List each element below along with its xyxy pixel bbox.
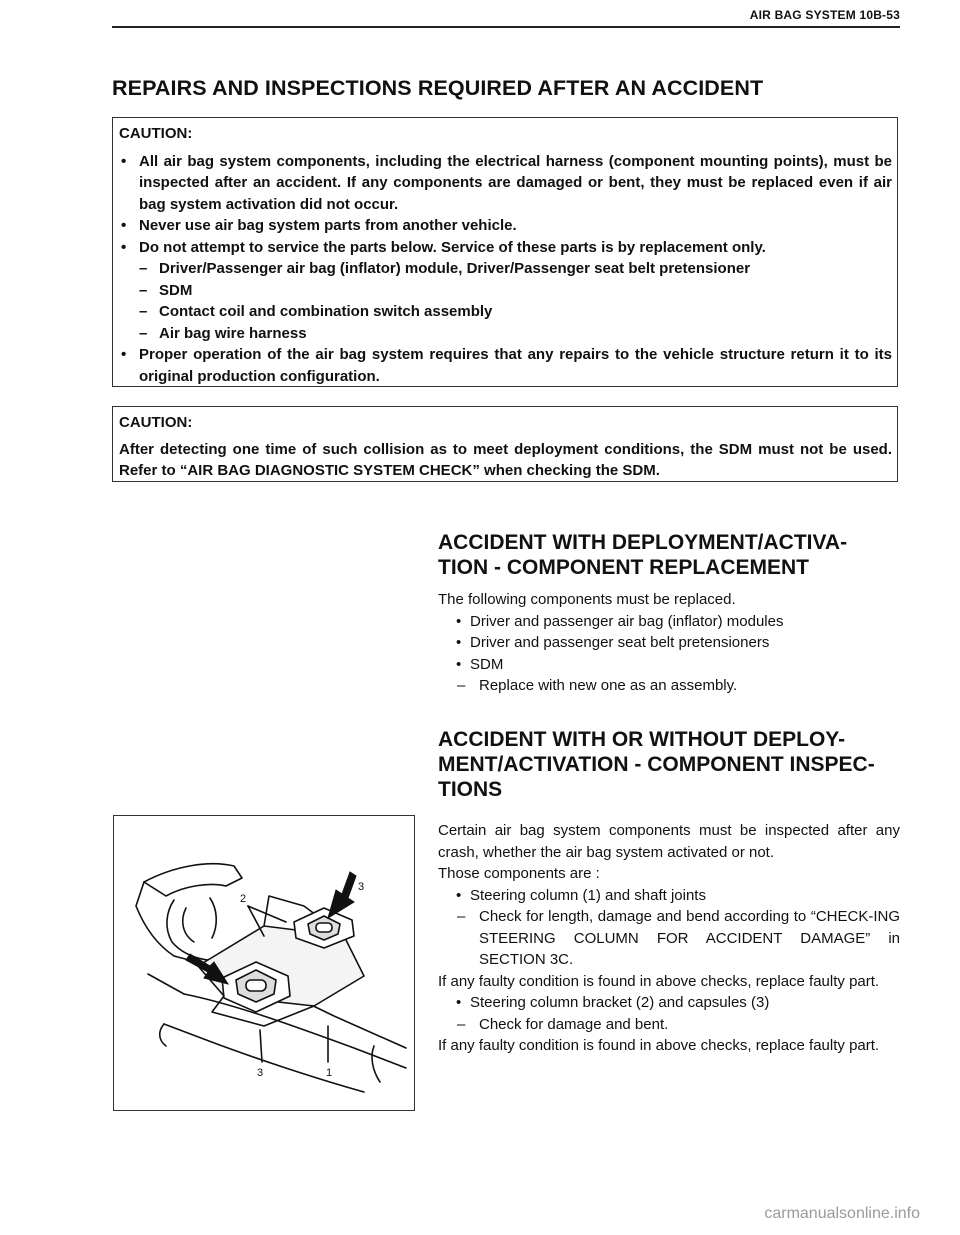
- caution-box-1: [112, 117, 898, 387]
- list-sub-item: – Check for damage and bent.: [438, 1014, 900, 1036]
- caution-bullet: • Do not attempt to service the parts below. Service of these parts is by replacement only.: [119, 237, 892, 259]
- callout-label-3-lower: 3: [257, 1067, 264, 1079]
- caution-bullet: • Proper operation of the air bag system requires that any repairs to the vehicle structure return it to its original production configuration.: [119, 344, 892, 387]
- list-item: • Driver and passenger air bag (inflator) modules: [438, 611, 900, 633]
- caution-sub-item: – Contact coil and combination switch assembly: [119, 301, 892, 323]
- list-item: • Steering column bracket (2) and capsules (3): [438, 992, 900, 1014]
- caution-bullet: • Never use air bag system parts from another vehicle.: [119, 215, 892, 237]
- callout-label-3-upper: 3: [358, 881, 365, 893]
- caution-bullet: • All air bag system components, including the electrical harness (component mounting points), must be inspected after an accident. If any components are damaged or bent, they must be replaced even if air bag system activation did not occur.: [119, 151, 892, 216]
- section-heading-line: ACCIDENT WITH DEPLOYMENT/ACTIVA-: [438, 531, 848, 554]
- faulty-note: If any faulty condition is found in above checks, replace faulty part.: [438, 1037, 880, 1054]
- section-heading: [438, 530, 900, 580]
- steering-column-illustration: [113, 815, 415, 1111]
- faulty-note: If any faulty condition is found in above checks, replace faulty part.: [438, 972, 880, 990]
- page-title: REPAIRS AND INSPECTIONS REQUIRED AFTER AN ACCIDENT: [112, 76, 764, 100]
- callout-label-2: 2: [240, 893, 247, 905]
- section-replacement: [438, 530, 900, 697]
- list-sub-item: – Replace with new one as an assembly.: [438, 675, 900, 697]
- section-inspection: [438, 727, 900, 1057]
- list-item: • Driver and passenger seat belt pretensioners: [438, 632, 900, 654]
- section-intro: Certain air bag system components must be inspected after any crash, whether the air bag system activated or not.: [438, 822, 900, 861]
- caution-sub-item: – Driver/Passenger air bag (inflator) module, Driver/Passenger seat belt pretensioner: [119, 258, 892, 280]
- components-label: Those components are :: [438, 865, 600, 882]
- caution-box-2: [112, 406, 898, 482]
- section-heading-line: MENT/ACTIVATION - COMPONENT INSPEC-: [438, 753, 875, 776]
- section-heading: [438, 727, 900, 802]
- section-heading-line: TION - COMPONENT REPLACEMENT: [438, 556, 809, 579]
- list-item: • Steering column (1) and shaft joints: [438, 885, 900, 907]
- page-header: AIR BAG SYSTEM 10B-53: [749, 8, 900, 22]
- section-heading-line: ACCIDENT WITH OR WITHOUT DEPLOY-: [438, 728, 846, 751]
- caution-sub-item: – SDM: [119, 280, 892, 302]
- caution-title: CAUTION:: [119, 414, 193, 431]
- list-item: • SDM: [438, 654, 900, 676]
- section-heading-line: TIONS: [438, 778, 503, 801]
- watermark: carmanualsonline.info: [764, 1205, 920, 1222]
- section-intro: The following components must be replaced.: [438, 591, 736, 608]
- callout-label-1: 1: [326, 1067, 333, 1079]
- steering-column-drawing: [114, 816, 414, 1110]
- list-sub-item: – Check for length, damage and bend according to “CHECK-ING STEERING COLUMN FOR ACCIDENT DAMAGE” in SECTION 3C.: [438, 906, 900, 971]
- header-rule: [112, 26, 900, 28]
- caution-title: CAUTION:: [119, 125, 193, 142]
- caution-sub-item: – Air bag wire harness: [119, 323, 892, 345]
- caution-text: After detecting one time of such collision as to meet deployment conditions, the SDM must not be used. Refer to “AIR BAG DIAGNOSTIC SYSTEM CHECK” when checking the SDM.: [119, 440, 892, 479]
